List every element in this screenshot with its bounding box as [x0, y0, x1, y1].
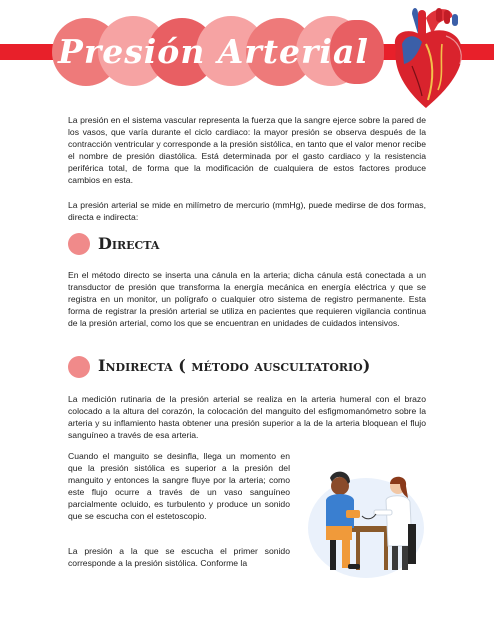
page-title: Presión Arterial	[58, 32, 369, 71]
indirecta-paragraph-3: La presión a la que se escucha el primer sonido corresponde a la presión sistólica. Conforme la	[68, 546, 290, 568]
indirecta-heading: Indirecta ( método auscultatorio)	[98, 356, 371, 375]
directa-body: En el método directo se inserta una cánula en la arteria; dicha cánula está conectada a un transductor de presión que transforma la energía mecánica en energía eléctrica y que se registra en un monitor, un polígrafo o cualquier otro sistema de registro permanente. Esta forma de registrar la presión arterial se utiliza en pacientes que requieren vigilancia continua de la presión arterial, como los que se encuentran en unidades de cuidados intensivos.	[68, 270, 426, 328]
indirecta-bullet-icon	[68, 356, 90, 378]
intro-paragraph-1: La presión en el sistema vascular representa la fuerza que la sangre ejerce sobre la pared de los vasos, que varía durante el ciclo cardiaco: la mayor presión se observa después de la contracción ventricular y corresponde a la presión sistólica, en tanto que el valor menor recibe el nombre de presión diastólica. Está determinada por el gasto cardiaco y la resistencia periférica total, de forma que la modificación de cualquiera de estos factores produce cambios en esta.	[68, 115, 426, 185]
directa-bullet-icon	[68, 233, 90, 255]
directa-heading: Directa	[98, 234, 160, 253]
indirecta-paragraph-1: La medición rutinaria de la presión arterial se realiza en la arteria humeral con el brazo colocado a la altura del corazón, la colocación del manguito del esfigmomanómetro sobre la arteria y su inflamiento hasta obtener una presión superior a la de la arteria bloquean el flujo sanguíneo a través de esa arteria.	[68, 394, 426, 440]
doctor-measuring-blood-pressure-icon	[304, 454, 426, 580]
header-banner	[0, 0, 494, 110]
anatomical-heart-icon	[382, 4, 472, 112]
indirecta-paragraph-2: Cuando el manguito se desinfla, llega un momento en que la presión sistólica es superior a la presión del manguito y entonces la sangre fluye por la arteria; como este flujo ocurre a través de un vaso sanguíneo parcialmente ocluido, es turbulento y produce un sonido que se escucha con el estetoscopio.	[68, 451, 290, 521]
intro-paragraph-2: La presión arterial se mide en milímetro de mercurio (mmHg), puede medirse de dos formas, directa e indirecta:	[68, 200, 426, 222]
